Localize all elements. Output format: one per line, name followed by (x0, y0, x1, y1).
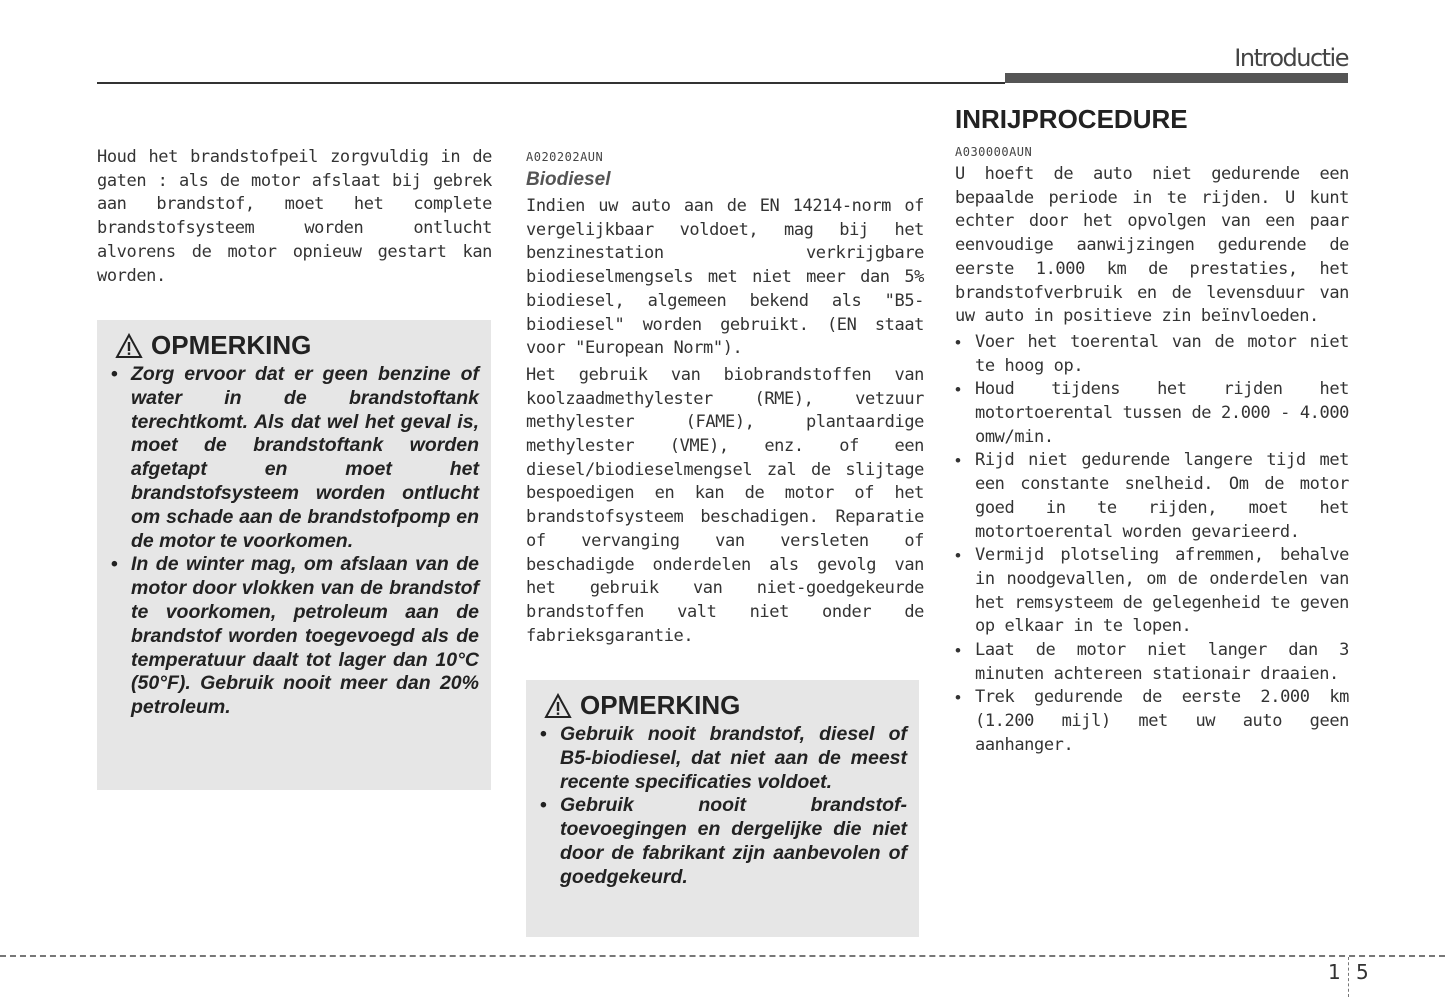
list-item: • Trek gedurende de eerste 2.000 km (1.200 mijl) met uw auto geen aanhanger. (955, 686, 1349, 757)
column-3 (955, 104, 1349, 758)
section-code: A030000AUN (955, 145, 1033, 159)
header-rule (97, 82, 1005, 84)
list-item: • Rijd niet gedurende langere tijd met een constante snelheid. Om de motor goed in te rijden, moet het motortoerental worden gevarieerd. (955, 449, 1349, 544)
section-code: A020202AUN (526, 150, 604, 164)
break-in-list (955, 331, 1349, 758)
page-header-title: Introductie (1234, 44, 1348, 72)
list-item: • Houd tijdens het rijden het motortoerental tussen de 2.000 - 4.000 omw/min. (955, 378, 1349, 449)
page-number: 5 (1356, 960, 1369, 984)
warning-triangle-icon (544, 693, 572, 719)
notice-header (115, 330, 479, 361)
column-1 (97, 146, 492, 288)
list-item: • Laat de motor niet langer dan 3 minuten achtereen stationair draaien. (955, 639, 1349, 686)
biodiesel-subheading: Biodiesel (526, 169, 611, 190)
chapter-number: 1 (1328, 960, 1341, 984)
section-title: INRIJPROCEDURE (955, 104, 1188, 134)
notice-title: OPMERKING (151, 330, 312, 360)
notice-list (538, 723, 907, 890)
column-2 (526, 150, 924, 648)
footer-rule (0, 955, 1445, 957)
biodiesel-paragraph-1: Indien uw auto aan de EN 14214-norm of vergelijkbaar voldoet, mag bij het benzinestation verkrijgbare biodieselmengsels met niet meer dan 5% biodiesel, algemeen bekend als "B5-biodiesel" worden gebruikt. (EN staat voor "European Norm"). (526, 196, 924, 359)
list-item: • Voer het toerental van de motor niet te hoog op. (955, 331, 1349, 378)
notice-item: • In de winter mag, om afslaan van de motor door vlokken van de brandstof te voorkomen, petroleum aan de brandstof worden toegevoegd als de temperatuur daalt tot lager dan 10°C (50°F). Gebruik nooit meer dan 20% petroleum. (109, 553, 479, 720)
notice-box-biodiesel (526, 680, 919, 937)
notice-header (544, 690, 907, 721)
break-in-intro: U hoeft de auto niet gedurende een bepaalde periode in te rijden. U kunt echter door het opvolgen van een paar eenvoudige aanwijzingen gedurende de eerste 1.000 km de prestaties, het brandstofverbruik en de levensduur van uw auto in positieve zin beïnvloeden. (955, 164, 1349, 327)
notice-item: • Gebruik nooit brandstof, diesel of B5-biodiesel, dat niet aan de meest recente specificaties voldoet. (538, 723, 907, 794)
notice-item: • Zorg ervoor dat er geen benzine of water in de brandstoftank terechtkomt. Als dat wel het geval is, moet de brandstoftank worden afgetapt en moet het brandstofsysteem worden ontlucht om schade aan de brandstofpomp en de motor te voorkomen. (109, 363, 479, 553)
list-item: • Vermijd plotseling afremmen, behalve in noodgevallen, om de onderdelen van het remsysteem de gelegenheid te geven op elkaar in te lopen. (955, 544, 1349, 639)
notice-item: • Gebruik nooit brandstof-toevoegingen en dergelijke die niet door de fabrikant zijn aanbevolen of goedgekeurd. (538, 794, 907, 889)
warning-triangle-icon (115, 333, 143, 359)
notice-title: OPMERKING (580, 690, 741, 720)
notice-box-fuel (97, 320, 491, 790)
fuel-level-paragraph: Houd het brandstofpeil zorgvuldig in de gaten : als de motor afslaat bij gebrek aan brandstof, moet het complete brandstofsysteem worden ontlucht alvorens de motor opnieuw gestart kan worden. (97, 147, 492, 286)
header-bar (1005, 73, 1348, 83)
page-number-separator (1348, 957, 1349, 997)
notice-list (109, 363, 479, 720)
biodiesel-paragraph-2: Het gebruik van biobrandstoffen van koolzaadmethylester (RME), vetzuur methylester (FAME), plantaardige methylester (VME), enz. of een diesel/biodieselmengsel zal de slijtage bespoedigen en kan de motor of het brandstofsysteem beschadigen. Reparatie of vervanging van versleten of beschadigde onderdelen als gevolg van het gebruik van niet-goedgekeurde brandstoffen valt niet onder de fabrieksgarantie. (526, 364, 924, 646)
